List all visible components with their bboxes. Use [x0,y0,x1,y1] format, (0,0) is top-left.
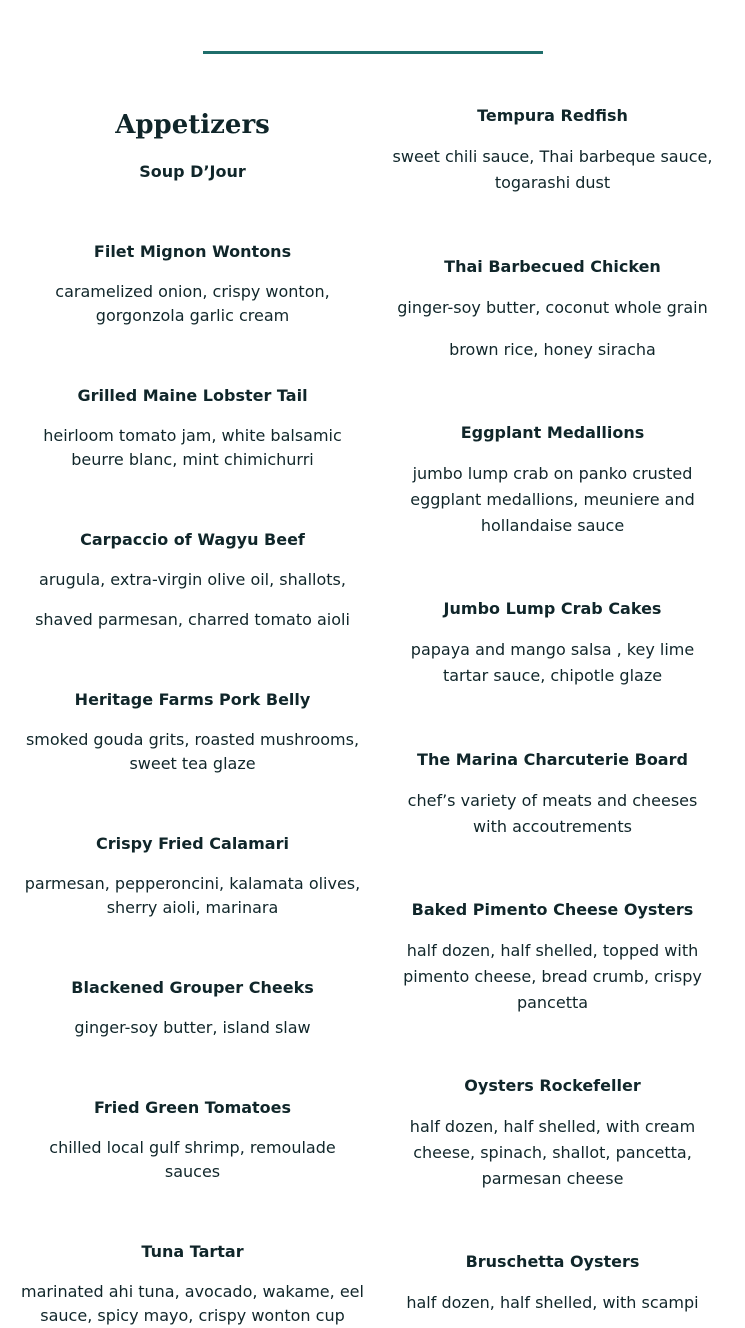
menu-item-description: jumbo lump crab on panko crusted eggplant medallions, meuniere and hollandaise sauce [410,464,695,535]
menu-item [390,1074,715,1192]
menu-item [390,748,715,840]
menu-item-description: arugula, extra-virgin olive oil, shallots, [39,570,346,589]
header-divider [203,51,543,54]
menu-item-name: Crispy Fried Calamari [96,834,289,853]
menu-item-description: ginger-soy butter, coconut whole grain [397,298,708,317]
menu-item [20,832,365,920]
menu-item-name: Filet Mignon Wontons [93,242,292,261]
menu-item-name: Fried Green Tomatoes [93,1098,292,1117]
menu-item-name: Baked Pimento Cheese Oysters [411,900,694,919]
menu-item-name: Grilled Maine Lobster Tail [77,386,308,405]
menu-item [20,528,365,632]
menu-item-description: shaved parmesan, charred tomato aioli [35,610,350,629]
menu-item-name: Tempura Redfish [477,106,628,125]
menu-item-description: chef’s variety of meats and cheeses with accoutrements [407,791,698,836]
menu-item-description: sweet chili sauce, Thai barbeque sauce, togarashi dust [392,147,713,192]
menu-item-name: Soup D’Jour [139,162,246,181]
menu-item-description: chilled local gulf shrimp, remoulade sauces [49,1138,336,1181]
menu-item [20,160,365,184]
menu-item-name: Thai Barbecued Chicken [444,257,661,276]
menu-item-description: ginger-soy butter, island slaw [74,1018,311,1037]
menu-item [390,597,715,689]
menu-item-name: Jumbo Lump Crab Cakes [443,599,662,618]
menu-item-name: The Marina Charcuterie Board [417,750,688,769]
menu-item-description: heirloom tomato jam, white balsamic beurre blanc, mint chimichurri [43,426,342,469]
menu-item [20,384,365,472]
menu-item-description: parmesan, pepperoncini, kalamata olives, sherry aioli, marinara [24,874,361,917]
menu-item-name: Blackened Grouper Cheeks [71,978,314,997]
menu-item-name: Oysters Rockefeller [464,1076,641,1095]
menu-item [20,1096,365,1184]
menu-item-description: papaya and mango salsa , key lime tartar sauce, chipotle glaze [410,640,695,685]
menu-item-name: Eggplant Medallions [460,423,645,442]
menu-item-name: Heritage Farms Pork Belly [74,690,311,709]
menu-item-description: half dozen, half shelled, with scampi [406,1293,699,1312]
menu-item [390,104,715,196]
menu-item [390,1250,715,1316]
menu-item-description: half dozen, half shelled, with cream cheese, spinach, shallot, pancetta, parmesan cheese [409,1117,696,1188]
menu-item-description: smoked gouda grits, roasted mushrooms, sweet tea glaze [25,730,360,773]
menu-item [20,976,365,1040]
menu-item [390,255,715,363]
section-title: Appetizers [115,110,270,140]
menu-item [390,898,715,1016]
menu-item-name: Tuna Tartar [141,1242,244,1261]
menu-item [20,688,365,776]
menu-item [20,240,365,328]
menu-item-name: Carpaccio of Wagyu Beef [80,530,305,549]
menu-item-description: marinated ahi tuna, avocado, wakame, eel sauce, spicy mayo, crispy wonton cup [21,1282,364,1325]
menu-item-description: half dozen, half shelled, topped with pimento cheese, bread crumb, crispy pancetta [403,941,702,1012]
menu-item-description: caramelized onion, crispy wonton, gorgonzola garlic cream [55,282,330,325]
menu-item [20,1240,365,1328]
menu-item-description: brown rice, honey siracha [449,340,656,359]
menu-item [390,421,715,539]
menu-item-name: Bruschetta Oysters [465,1252,640,1271]
